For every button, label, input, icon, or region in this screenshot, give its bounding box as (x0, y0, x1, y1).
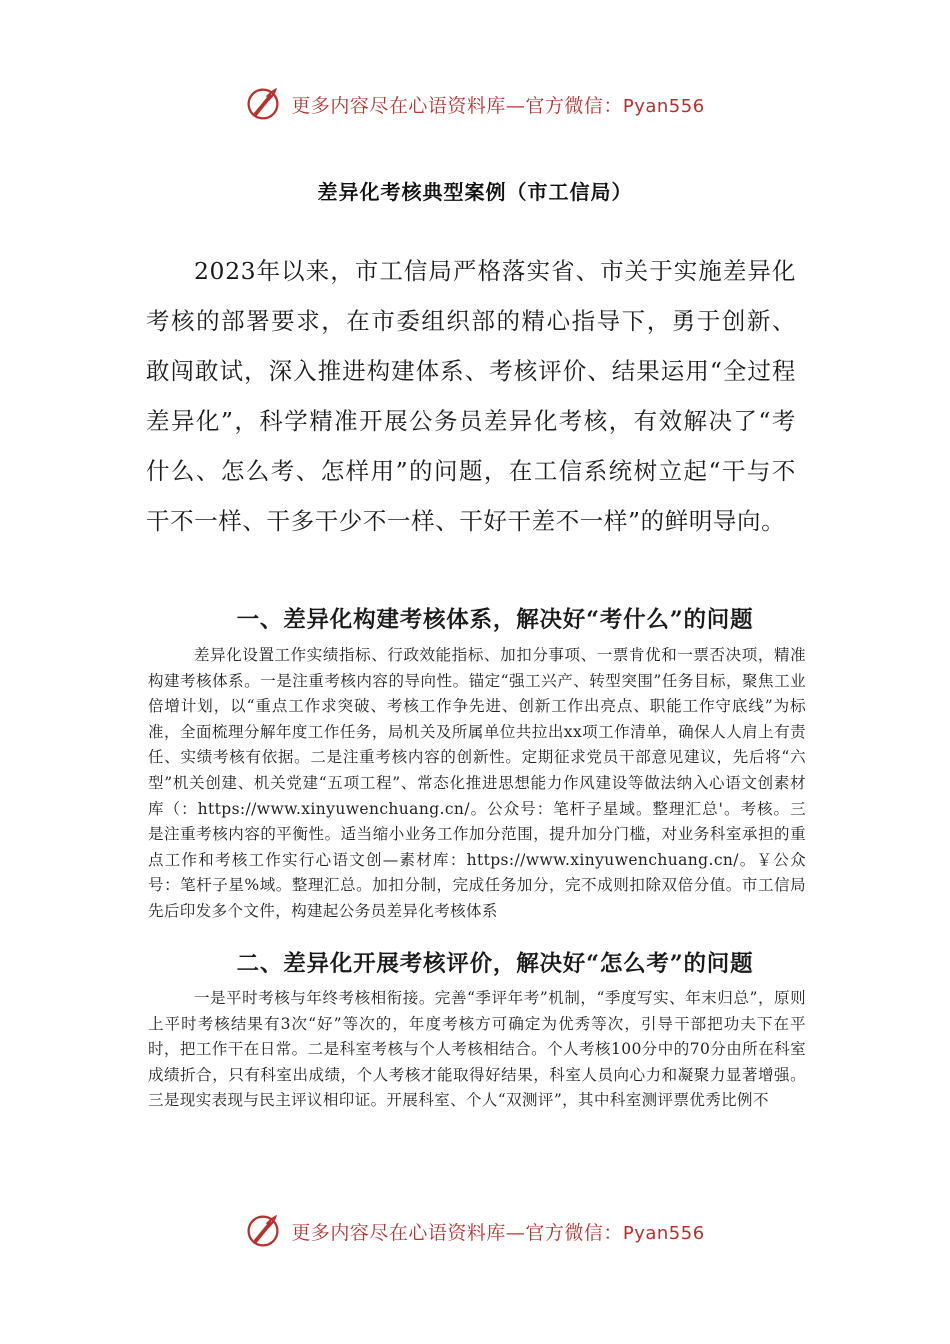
quill-logo-icon (245, 86, 281, 122)
watermark-text: 更多内容尽在心语资料库—官方微信：Pyan556 (291, 1221, 705, 1244)
watermark-header (0, 82, 950, 126)
watermark-footer (0, 1209, 950, 1253)
document-title: 差异化考核典型案例（市工信局） (317, 180, 633, 204)
section-2-body: 一是平时考核与年终考核相衔接。完善“季评年考”机制，“季度写实、年末归总”，原则上平时考核结果有3次“好”等次的，年度考核方可确定为优秀等次，引导干部把功夫下在平时，把工作干在日常。二是科室考核与个人考核相结合。个人考核100分中的70分由所在科室成绩折合，只有科室出成绩，个人考核才能取得好结果，科室人员向心力和凝聚力显著增强。三是现实表现与民主评议相印证。开展科室、个人“双测评”，其中科室测评票优秀比例不 (148, 989, 806, 1110)
section-1-heading: 一、差异化构建考核体系，解决好“考什么”的问题 (236, 607, 754, 633)
section-1-body: 差异化设置工作实绩指标、行政效能指标、加扣分事项、一票肯优和一票否决项，精准构建考核体系。一是注重考核内容的导向性。锚定“强工兴产、转型突围”任务目标，聚焦工业倍增计划，以“重点工作求突破、考核工作争先进、创新工作出亮点、职能工作守底线”为标准，全面梳理分解年度工作任务，局机关及所属单位共拉出xx项工作清单，确保人人肩上有责任、实绩考核有依据。二是注重考核内容的创新性。定期征求党员干部意见建议，先后将“六型”机关创建、机关党建“五项工程”、常态化推进思想能力作风建设等做法纳入心语文创素材库（：https://www.xinyuwenchuang.cn/。公众号：笔杆子星域。整理汇总'。考核。三是注重考核内容的平衡性。适当缩小业务工作加分范围，提升加分门槛，对业务科室承担的重点工作和考核工作实行心语文创—素材库：https://www.xinyuwenchuang.cn/。￥公众号：笔杆子星%域。整理汇总。加扣分制，完成任务加分，完不成则扣除双倍分值。市工信局先后印发多个文件，构建起公务员差异化考核体系 (148, 646, 806, 920)
intro-paragraph: 2023年以来，市工信局严格落实省、市关于实施差异化考核的部署要求，在市委组织部的精心指导下，勇于创新、敢闯敢试，深入推进构建体系、考核评价、结果运用“全过程差异化”，科学精准开展公务员差异化考核，有效解决了“考什么、怎么考、怎样用”的问题，在工信系统树立起“干与不干不一样、干多干少不一样、干好干差不一样”的鲜明导向。 (146, 257, 796, 535)
section-2-heading: 二、差异化开展考核评价，解决好“怎么考”的问题 (236, 951, 754, 977)
quill-logo-icon (245, 1213, 281, 1249)
watermark-text: 更多内容尽在心语资料库—官方微信：Pyan556 (291, 94, 705, 117)
